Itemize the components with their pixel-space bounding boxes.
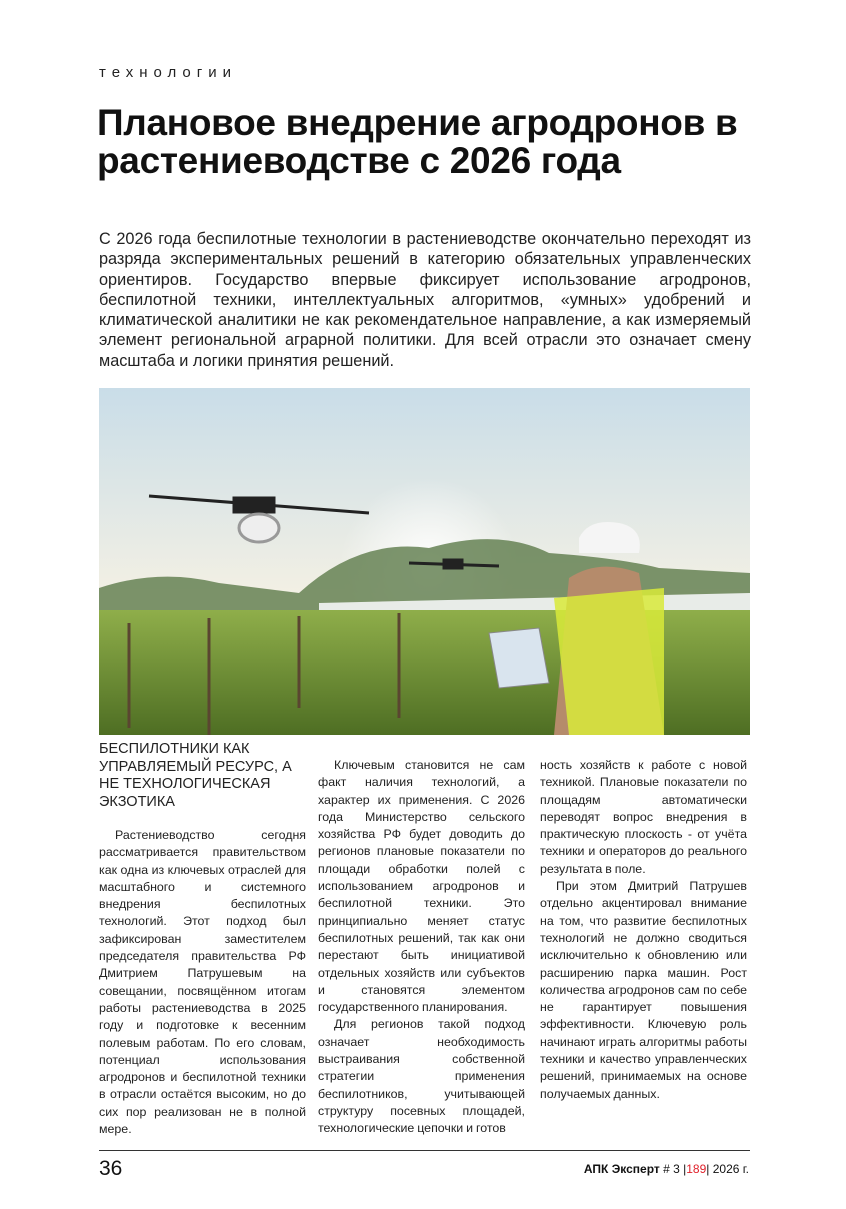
paragraph: Растениеводство сегодня рассматривается правительством как одна из ключевых отраслей для масштабного и системного внедрения беспилотных технологий. Этот подход был зафиксирован заместителем председателя правительства РФ Дмитрием Патрушевым на совещании, посвящённом итогам работы растениеводства в 2025 году и подготовке к весенним полевым работам. По его словам, потенциал использования агродронов и беспилотной техники в отрасли остаётся высоким, но до сих пор реализован не в полной мере. bbox=[99, 828, 306, 1137]
issue-year: | 2026 г. bbox=[706, 1162, 749, 1176]
page-number: 36 bbox=[99, 1157, 123, 1180]
footer-divider bbox=[99, 1150, 750, 1151]
section-label: технологии bbox=[99, 64, 238, 81]
article-lead: С 2026 года беспилотные технологии в растениеводстве окончательно переходят из разряда экспериментальных решений в категорию обязательных управленческих ориентиров. Государство впервые фиксирует использование агродронов, беспилотной техники, интеллектуальных алгоритмов, «умных» удобрений и климатической аналитики не как рекомендательное направление, а как измеряемый элемент региональной аграрной политики. Для всей отрасли это означает смену масштаба и логики принятия решений. bbox=[99, 230, 751, 370]
article-column-2 bbox=[318, 757, 525, 1138]
article-column-1 bbox=[99, 741, 306, 1138]
article-photo bbox=[99, 388, 750, 735]
paragraph: Для регионов такой подход означает необходимость выстраивания собственной стратегии применения беспилотников, учитывающей структуру посевных площадей, технологические цепочки и готов bbox=[318, 1017, 525, 1136]
drone-field-photo bbox=[99, 388, 750, 735]
subheading: БЕСПИЛОТНИКИ КАК УПРАВЛЯЕМЫЙ РЕСУРС, А НЕ ТЕХНОЛОГИЧЕСКАЯ ЭКЗОТИКА bbox=[99, 741, 292, 810]
paragraph: При этом Дмитрий Патрушев отдельно акцентировал внимание на том, что развитие беспилотных технологий не должно сводиться исключительно к обновлению или расширению парка машин. Рост количества агродронов сам по себе не гарантирует повышения эффективности. Ключевую роль начинают играть алгоритмы работы техники и качество управленческих решений, принимаемых на основе получаемых данных. bbox=[540, 879, 747, 1101]
article-column-3 bbox=[540, 757, 747, 1103]
issue-total: 189 bbox=[686, 1162, 707, 1176]
magazine-name: АПК Эксперт bbox=[583, 1162, 660, 1176]
paragraph: Ключевым становится не сам факт наличия технологий, а характер их применения. С 2026 года Министерство сельского хозяйства РФ будет доводить до регионов плановые показатели по площади обработки полей с использованием агродронов и беспилотной техники. Это принципиально меняет статус беспилотных решений, так как они перестают быть инициативой отдельных хозяйств или субъектов и становятся элементом государственного планирования. bbox=[318, 758, 525, 1015]
magazine-info bbox=[584, 1162, 749, 1176]
paragraph: ность хозяйств к работе с новой техникой. Плановые показатели по площадям автоматически переводят вопрос внедрения в практическую плоскость - от учёта техники и операторов до реального результата в поле. bbox=[540, 758, 747, 876]
issue-number: # 3 | bbox=[663, 1162, 687, 1176]
article-title: Плановое внедрение агродронов в растениеводстве с 2026 года bbox=[97, 102, 738, 181]
